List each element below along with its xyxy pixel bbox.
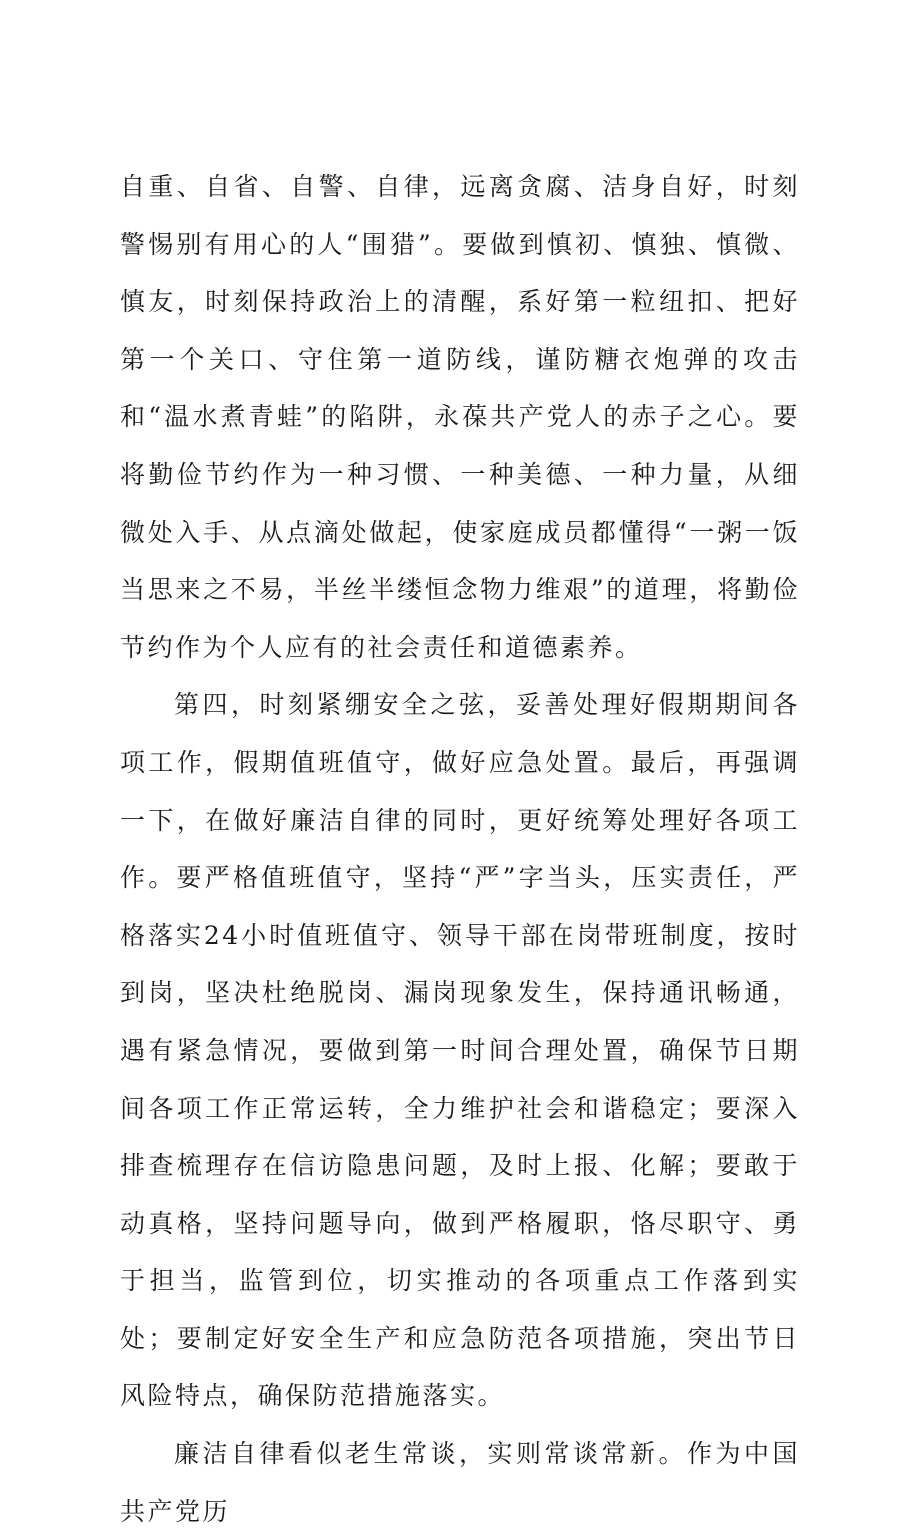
document-body (120, 158, 800, 1540)
paragraph-closing: 廉洁自律看似老生常谈，实则常谈常新。作为中国共产党历 (120, 1439, 800, 1526)
paragraph-fourth-point: 第四，时刻紧绷安全之弦，妥善处理好假期期间各项工作，假期值班值守，做好应急处置。最后，再强调一下，在做好廉洁自律的同时，更好统筹处理好各项工作。要严格值班值守，坚持“严”字当头，压实责任，严格落实24小时值班值守、领导干部在岗带班制度，按时到岗，坚决杜绝脱岗、漏岗现象发生，保持通讯畅通，遇有紧急情况，要做到第一时间合理处置，确保节日期间各项工作正常运转，全力维护社会和谐稳定；要深入排查梳理存在信访隐患问题，及时上报、化解；要敢于动真格，坚持问题导向，做到严格履职，恪尽职守、勇于担当，监管到位，切实推动的各项重点工作落到实处；要制定好安全生产和应急防范各项措施，突出节日风险特点，确保防范措施落实。 (120, 690, 800, 1411)
paragraph-continuation: 自重、自省、自警、自律，远离贪腐、洁身自好，时刻警惕别有用心的人“围猎”。要做到慎初、慎独、慎微、慎友，时刻保持政治上的清醒，系好第一粒纽扣、把好第一个关口、守住第一道防线，谨防糖衣炮弹的攻击和“温水煮青蛙”的陷阱，永葆共产党人的赤子之心。要将勤俭节约作为一种习惯、一种美德、一种力量，从细微处入手、从点滴处做起，使家庭成员都懂得“一粥一饭当思来之不易，半丝半缕恒念物力维艰”的道理，将勤俭节约作为个人应有的社会责任和道德素养。 (120, 172, 800, 662)
